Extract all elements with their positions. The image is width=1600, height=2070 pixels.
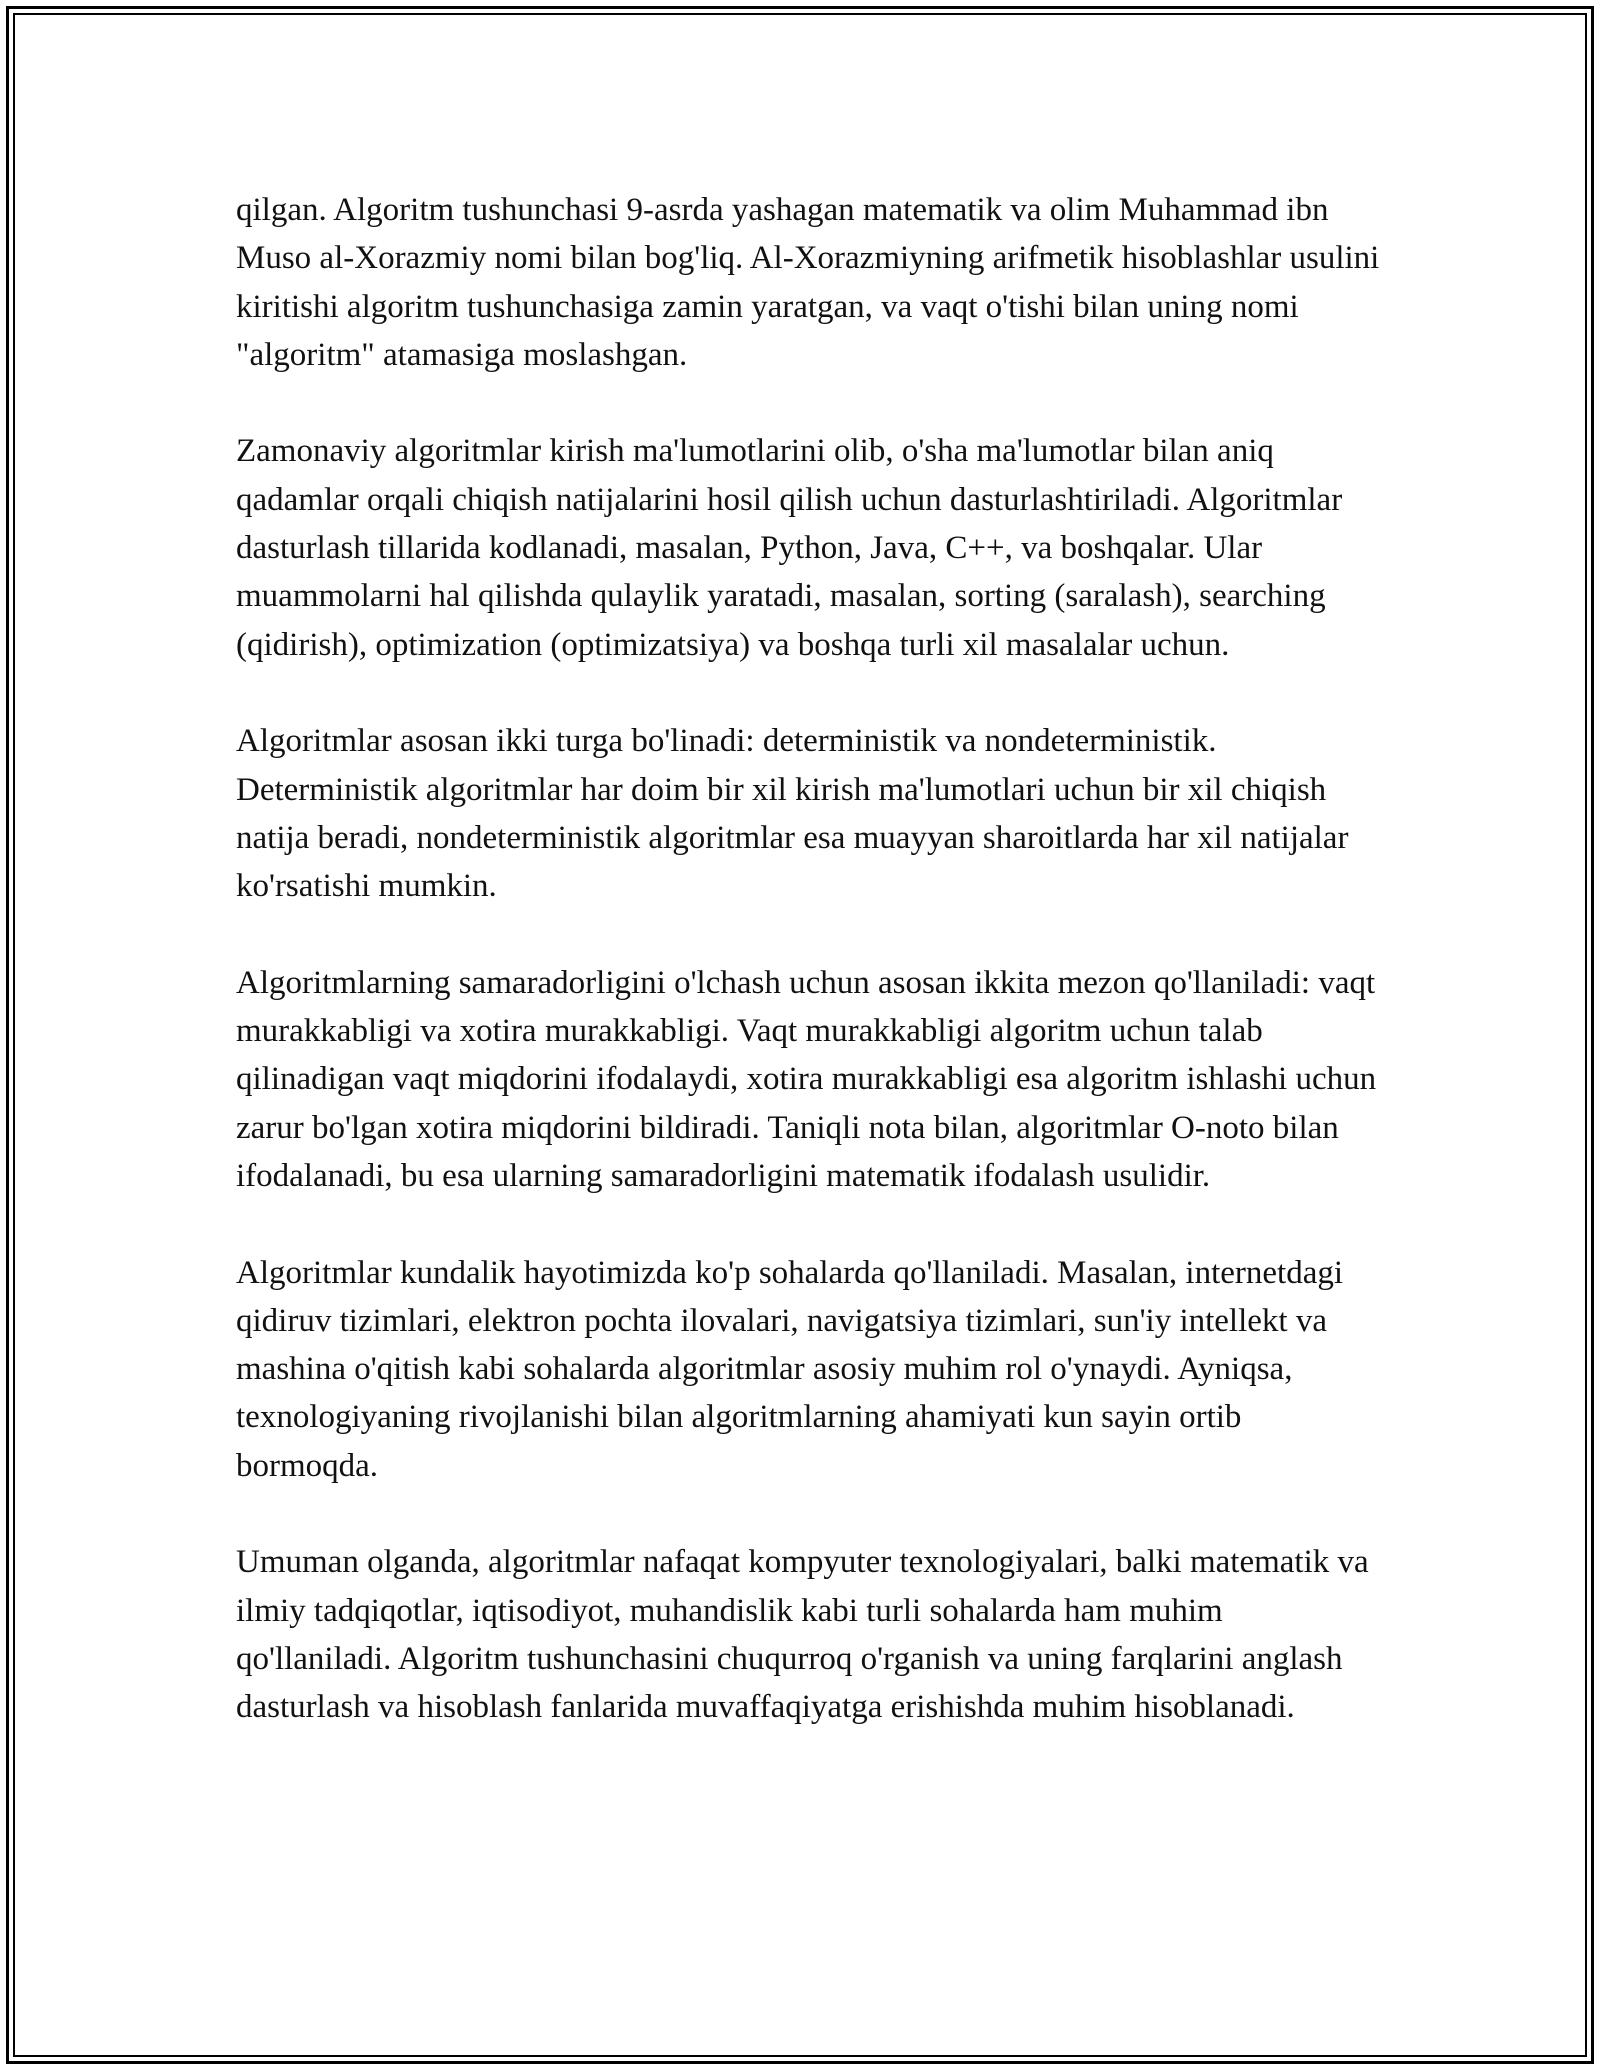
- paragraph-1: qilgan. Algoritm tushunchasi 9-asrda yashagan matematik va olim Muhammad ibn Muso al-Xorazmiy nomi bilan bog'liq. Al-Xorazmiyning arifmetik hisoblashlar usulini kiritishi algoritm tushunchasiga zamin yaratgan, va vaqt o'tishi bilan uning nomi "algoritm" atamasiga moslashgan.: [236, 192, 1380, 373]
- paragraph-2: Zamonaviy algoritmlar kirish ma'lumotlarini olib, o'sha ma'lumotlar bilan aniq qadamlar orqali chiqish natijalarini hosil qilish uchun dasturlashtiriladi. Algoritmlar dasturlash tillarida kodlanadi, masalan, Python, Java, C++, va boshqalar. Ular muammolarni hal qilishda qulaylik yaratadi, masalan, sorting (saralash), searching (qidirish), optimization (optimizatsiya) va boshqa turli xil masalalar uchun.: [236, 433, 1343, 663]
- paragraph-5: Algoritmlar kundalik hayotimizda ko'p sohalarda qo'llaniladi. Masalan, internetdagi qidiruv tizimlari, elektron pochta ilovalari, navigatsiya tizimlari, sun'iy intellekt va mashina o'qitish kabi sohalarda algoritmlar asosiy muhim rol o'ynaydi. Ayniqsa, texnologiyaning rivojlanishi bilan algoritmlarning ahamiyati kun sayin ortib bormoqda.: [236, 1254, 1344, 1484]
- document-body: [236, 186, 1386, 1732]
- paragraph-3: Algoritmlar asosan ikki turga bo'linadi: deterministik va nondeterministik. Deterministik algoritmlar har doim bir xil kirish ma'lumotlari uchun bir xil chiqish natija beradi, nondeterministik algoritmlar esa muayyan sharoitlarda har xil natijalar ko'rsatishi mumkin.: [236, 723, 1349, 905]
- paragraph-4: Algoritmlarning samaradorligini o'lchash uchun asosan ikkita mezon qo'llaniladi: vaqt murakkabligi va xotira murakkabligi. Vaqt murakkabligi algoritm uchun talab qilinadigan vaqt miqdorini ifodalaydi, xotira murakkabligi esa algoritm ishlashi uchun zarur bo'lgan xotira miqdorini bildiradi. Taniqli nota bilan, algoritmlar O-noto bilan ifodalanadi, bu esa ularning samaradorligini matematik ifodalash usulidir.: [236, 964, 1377, 1194]
- paragraph-6: Umuman olganda, algoritmlar nafaqat kompyuter texnologiyalari, balki matematik va ilmiy tadqiqotlar, iqtisodiyot, muhandislik kabi turli sohalarda ham muhim qo'llaniladi. Algoritm tushunchasini chuqurroq o'rganish va uning farqlarini anglash dasturlash va hisoblash fanlarida muvaffaqiyatga erishishda muhim hisoblanadi.: [236, 1544, 1369, 1726]
